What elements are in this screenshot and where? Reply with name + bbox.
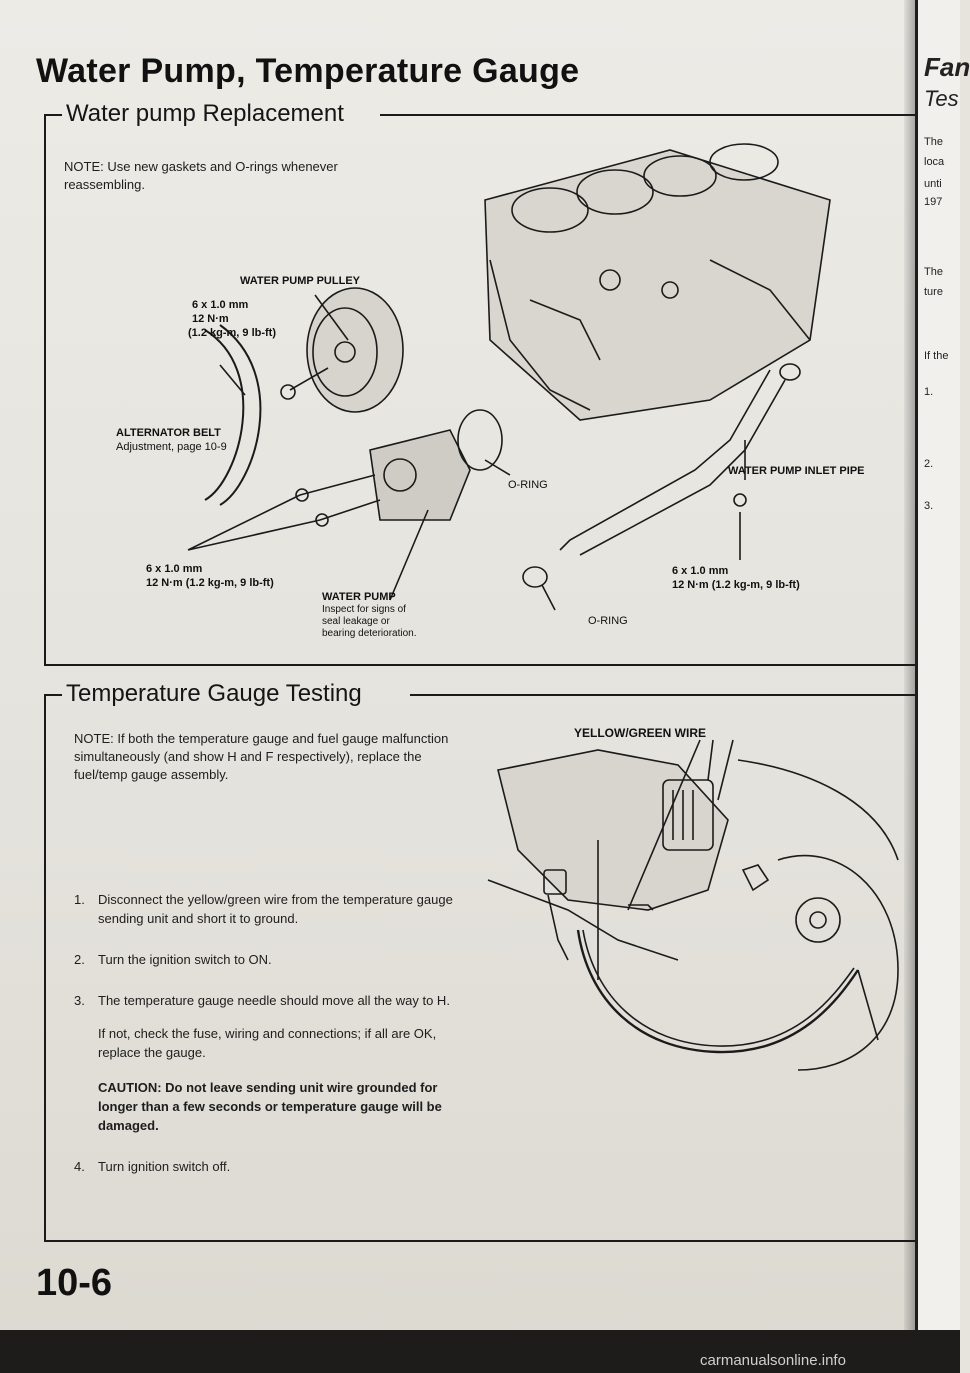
- step-text: Turn ignition switch off.: [98, 1159, 231, 1174]
- section2-left-border: [44, 694, 46, 1242]
- section1-top-rule-right: [380, 114, 915, 116]
- pulley-label: WATER PUMP PULLEY: [240, 275, 360, 287]
- inlet-pipe-label: WATER PUMP INLET PIPE: [728, 465, 865, 477]
- pipe-bolt-torque: 12 N·m (1.2 kg-m, 9 lb-ft): [672, 579, 800, 591]
- page-title: Water Pump, Temperature Gauge: [36, 52, 580, 90]
- watermark: carmanualsonline.info: [700, 1352, 846, 1369]
- section2-top-rule-left: [44, 694, 62, 696]
- adjacent-page-subtitle: Tes: [924, 86, 959, 111]
- lower-oring-label: O-RING: [588, 615, 628, 627]
- step-text: The temperature gauge needle should move all the way to H.: [98, 993, 450, 1008]
- step-text: Disconnect the yellow/green wire from the temperature gauge sending unit and short it to ground.: [98, 892, 453, 926]
- belt-label: ALTERNATOR BELT: [116, 427, 221, 439]
- pump-note-line3: bearing deterioration.: [322, 628, 417, 639]
- adjacent-fragment: 197: [924, 196, 943, 208]
- section1-note: NOTE: Use new gaskets and O-rings whenever reassembling.: [64, 159, 338, 192]
- step-number: 4.: [74, 1159, 85, 1174]
- pulley-bolt-torque: 12 N·m: [192, 313, 229, 325]
- belt-reference: Adjustment, page 10-9: [116, 441, 227, 453]
- pulley-bolt-torque-alt: (1.2 kg-m, 9 lb-ft): [188, 327, 277, 339]
- step-3: [74, 991, 464, 1135]
- step-number: 2.: [74, 952, 85, 967]
- section1-top-rule-left: [44, 114, 62, 116]
- section1-heading: Water pump Replacement: [66, 100, 344, 127]
- step-number: 3.: [74, 993, 85, 1008]
- adjacent-fragment: If the: [924, 350, 949, 362]
- step-4: [74, 1157, 464, 1176]
- adjacent-page-title: Fan: [924, 52, 970, 82]
- adjacent-fragment: 3.: [924, 500, 934, 512]
- pump-bolt-torque: 12 N·m (1.2 kg-m, 9 lb-ft): [146, 577, 274, 589]
- section2-heading: Temperature Gauge Testing: [66, 680, 362, 707]
- adjacent-fragment: 1.: [924, 386, 934, 398]
- pump-note-line1: Inspect for signs of: [322, 604, 406, 615]
- adjacent-fragment: loca: [924, 156, 945, 168]
- pipe-bolt-size: 6 x 1.0 mm: [672, 565, 729, 577]
- step-2: [74, 950, 464, 969]
- adjacent-fragment: The: [924, 136, 943, 148]
- test-procedure: [74, 890, 464, 1198]
- page-number: 10-6: [36, 1262, 113, 1304]
- step-number: 1.: [74, 892, 85, 907]
- step-text: Turn the ignition switch to ON.: [98, 952, 272, 967]
- section1-left-border: [44, 114, 46, 666]
- adjacent-fragment: ture: [924, 286, 943, 298]
- section2-bottom-rule: [44, 1240, 915, 1242]
- section2-note: NOTE: If both the temperature gauge and fuel gauge malfunction simultaneously (and show H and F respectively), replace the fuel/temp gauge assembly.: [74, 731, 449, 782]
- adjacent-fragment: 2.: [924, 458, 934, 470]
- sending-unit-diagram: [478, 740, 910, 1080]
- water-pump-label: WATER PUMP: [322, 591, 396, 603]
- section1-bottom-rule: [44, 664, 915, 666]
- pump-note-line2: seal leakage or: [322, 616, 390, 627]
- section2-top-rule-right: [410, 694, 915, 696]
- adjacent-fragment: The: [924, 266, 943, 278]
- upper-oring-label: O-RING: [508, 479, 548, 491]
- pump-bolt-size: 6 x 1.0 mm: [146, 563, 203, 575]
- wire-label: YELLOW/GREEN WIRE: [574, 726, 706, 740]
- step-3-followup: If not, check the fuse, wiring and connections; if all are OK, replace the gauge.: [98, 1026, 437, 1060]
- step-1: [74, 890, 464, 928]
- adjacent-fragment: unti: [924, 178, 942, 190]
- caution-note: CAUTION: Do not leave sending unit wire grounded for longer than a few seconds or temperature gauge will be damaged.: [98, 1080, 442, 1133]
- pulley-bolt-size: 6 x 1.0 mm: [192, 299, 249, 311]
